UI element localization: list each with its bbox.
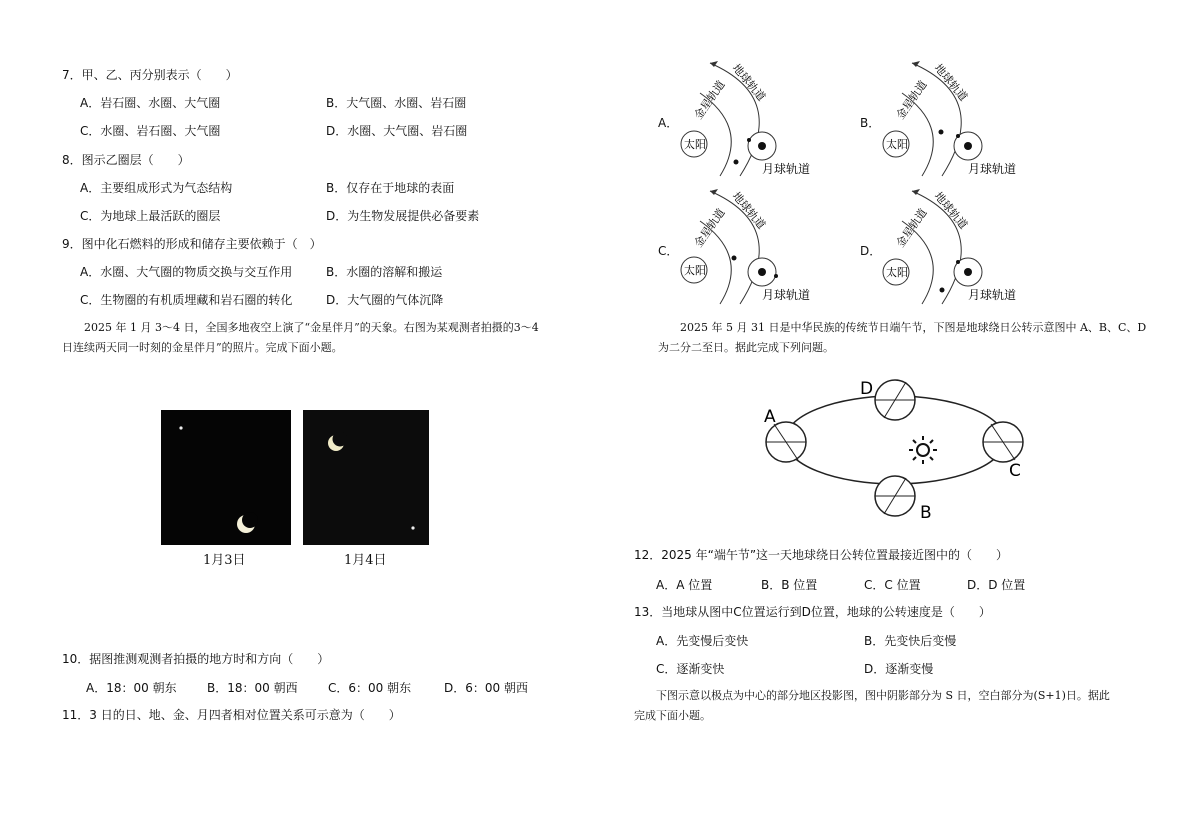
q10-option-d[interactable]: D．6：00 朝西: [444, 681, 528, 695]
sun-label: 太阳: [684, 138, 706, 151]
q8-option-c[interactable]: C．为地球上最活跃的圈层: [80, 209, 221, 223]
venus-dot: [940, 288, 945, 293]
earth-position-c: [983, 422, 1023, 481]
question-13-stem: 13．当地球从图中C位置运行到D位置，地球的公转速度是（ ）: [634, 605, 991, 619]
moon-dot: [956, 134, 960, 138]
q7-option-a[interactable]: A．岩石圈、水圈、大气圈: [80, 96, 221, 110]
label-a: A: [764, 407, 776, 427]
venus-orbit-label: 金星轨道: [893, 78, 930, 122]
q13-option-c[interactable]: C．逐渐变快: [656, 662, 725, 676]
venus-moon-intro-line1: 2025 年 1 月 3～4 日，全国多地夜空上演了“金星伴月”的天象。右图为某观测者拍摄的3～4: [62, 321, 539, 334]
venus-orbit-label: 金星轨道: [691, 78, 728, 122]
dragon-boat-intro-line1: 2025 年 5 月 31 日是中华民族的传统节日端午节，下图是地球绕日公转示意图中 A、B、C、D: [658, 321, 1147, 334]
orbit-diagram-d: [872, 186, 1032, 306]
photo-jan-3: [161, 410, 291, 545]
earth-orbit-label: 地球轨道: [931, 189, 970, 232]
moon-orbit-label: 月球轨道: [968, 288, 1017, 302]
venus-dot: [732, 256, 737, 261]
sun-label: 太阳: [886, 138, 908, 151]
moon-orbit-label: 月球轨道: [762, 288, 811, 302]
question-7-stem: 7．甲、乙、丙分别表示（ ）: [62, 68, 238, 82]
q12-option-d[interactable]: D．D 位置: [967, 578, 1026, 592]
sun-label: 太阳: [886, 266, 908, 279]
orbit-diagram-c: [670, 186, 830, 306]
venus-star-icon: [179, 426, 182, 429]
orbit-diagram-b: [872, 58, 1032, 178]
venus-star-icon: [411, 526, 414, 529]
orbit-option-b-letter[interactable]: B．: [860, 116, 881, 130]
earth-dot: [758, 268, 766, 276]
photo-caption-jan-3: 1月3日: [203, 553, 246, 568]
q8-option-b[interactable]: B．仅存在于地球的表面: [326, 181, 455, 195]
q10-option-c[interactable]: C．6：00 朝东: [328, 681, 412, 695]
earth-revolution-diagram: [760, 372, 1030, 527]
question-9-stem: 9．图中化石燃料的形成和储存主要依赖于（ ）: [62, 237, 322, 251]
question-8-stem: 8．图示乙圈层（ ）: [62, 153, 190, 167]
q8-option-d[interactable]: D．为生物发展提供必备要素: [326, 209, 480, 223]
earth-position-a: [764, 407, 806, 462]
moon-dot: [774, 274, 778, 278]
label-c: C: [1009, 461, 1021, 481]
q9-option-c[interactable]: C．生物圈的有机质埋藏和岩石圈的转化: [80, 293, 293, 307]
label-d: D: [860, 379, 874, 399]
q12-option-a[interactable]: A．A 位置: [656, 578, 713, 592]
polar-projection-intro-line2: 完成下面小题。: [634, 709, 711, 722]
question-11-stem: 11．3 日的日、地、金、月四者相对位置关系可示意为（ ）: [62, 708, 401, 722]
q7-option-b[interactable]: B．大气圈、水圈、岩石圈: [326, 96, 467, 110]
venus-dot: [734, 160, 739, 165]
q13-option-a[interactable]: A．先变慢后变快: [656, 634, 749, 648]
q13-option-d[interactable]: D．逐渐变慢: [864, 662, 934, 676]
sun-label: 太阳: [684, 264, 706, 277]
label-b: B: [920, 503, 932, 523]
earth-orbit-label: 地球轨道: [729, 61, 768, 104]
q10-option-a[interactable]: A．18：00 朝东: [86, 681, 177, 695]
q9-option-a[interactable]: A．水圈、大气圈的物质交换与交互作用: [80, 265, 293, 279]
earth-orbit-label: 地球轨道: [931, 61, 970, 104]
q9-option-b[interactable]: B．水圈的溶解和搬运: [326, 265, 443, 279]
earth-orbit-label: 地球轨道: [729, 189, 768, 232]
earth-dot: [964, 268, 972, 276]
earth-position-d: [860, 379, 915, 420]
polar-projection-intro-line1: 下图示意以极点为中心的部分地区投影图，图中阴影部分为 S 日，空白部分为(S+1)日。据此: [634, 689, 1110, 702]
q8-option-a[interactable]: A．主要组成形式为气态结构: [80, 181, 233, 195]
orbit-option-d-letter[interactable]: D．: [860, 244, 882, 258]
q13-option-b[interactable]: B．先变快后变慢: [864, 634, 957, 648]
q7-option-d[interactable]: D．水圈、大气圈、岩石圈: [326, 124, 468, 138]
orbit-diagram-a: [670, 58, 830, 178]
venus-orbit-label: 金星轨道: [691, 206, 728, 250]
moon-orbit-label: 月球轨道: [762, 162, 811, 176]
question-12-stem: 12．2025 年“端午节”这一天地球绕日公转位置最接近图中的（ ）: [634, 548, 1009, 562]
photo-caption-jan-4: 1月4日: [344, 553, 387, 568]
earth-dot: [964, 142, 972, 150]
q9-option-d[interactable]: D．大气圈的气体沉降: [326, 293, 444, 307]
question-10-stem: 10．据图推测观测者拍摄的地方时和方向（ ）: [62, 652, 330, 666]
earth-dot: [758, 142, 766, 150]
moon-dot: [956, 260, 960, 264]
q12-option-b[interactable]: B．B 位置: [761, 578, 818, 592]
moon-orbit-label: 月球轨道: [968, 162, 1017, 176]
q7-option-c[interactable]: C．水圈、岩石圈、大气圈: [80, 124, 221, 138]
dragon-boat-intro-line2: 为二分二至日。据此完成下列问题。: [658, 341, 834, 354]
venus-orbit-label: 金星轨道: [893, 206, 930, 250]
orbit-option-a-letter[interactable]: A．: [658, 116, 679, 130]
orbit-option-c-letter[interactable]: C．: [658, 244, 679, 258]
moon-dot: [747, 138, 751, 142]
q10-option-b[interactable]: B．18：00 朝西: [207, 681, 298, 695]
sun-icon: [909, 436, 937, 464]
crescent-moon-icon: [328, 432, 348, 452]
photo-jan-4: [303, 410, 429, 545]
crescent-moon-icon: [237, 512, 258, 533]
q12-option-c[interactable]: C．C 位置: [864, 578, 921, 592]
venus-moon-intro-line2: 日连续两天同一时刻的金星伴月”的照片。完成下面小题。: [62, 341, 343, 354]
venus-dot: [939, 130, 944, 135]
